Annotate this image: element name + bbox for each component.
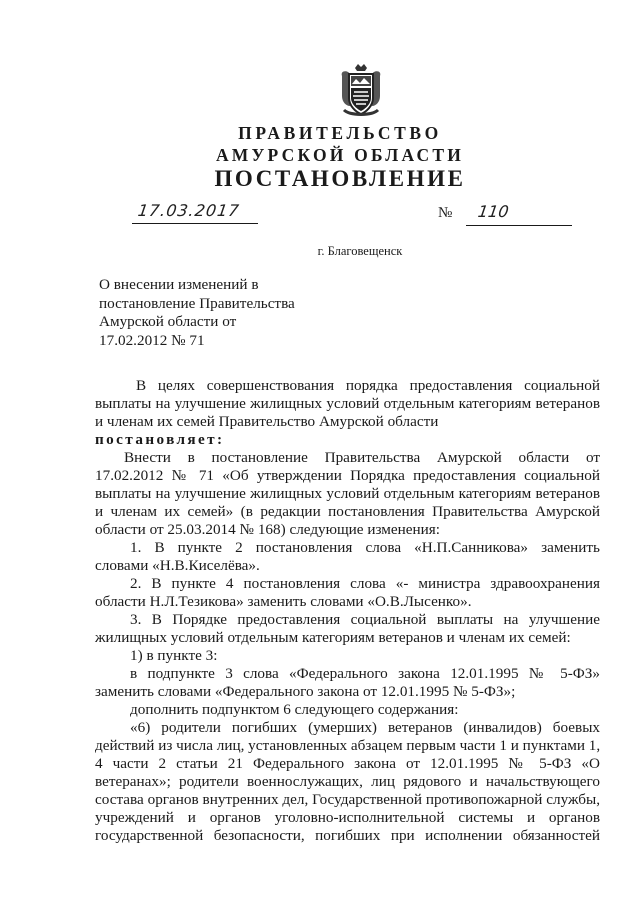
body-line: выплаты на улучшение жилищных условий отдельным категориям ветеранов xyxy=(95,485,600,502)
body-line: и членам их семей Правительство Амурской области xyxy=(95,413,439,430)
body-line: области от 25.03.2014 № 168) следующие изменения: xyxy=(95,521,440,538)
number-label: № xyxy=(438,205,453,221)
body-line: «6) родители погибших (умерших) ветеранов (инвалидов) боевых xyxy=(130,719,600,736)
body-line: 4 части 2 статьи 21 Федерального закона от 12.01.1995 № 5-ФЗ «О xyxy=(95,755,600,772)
subject-line: О внесении изменений в xyxy=(99,276,259,293)
subject-line: Амурской области от xyxy=(99,313,237,330)
coat-of-arms-icon xyxy=(338,62,384,118)
body-line: 1. В пункте 2 постановления слова «Н.П.Санникова» заменить xyxy=(130,539,600,556)
body-line: 3. В Порядке предоставления социальной выплаты на улучшение xyxy=(130,611,600,628)
body-line: в подпункте 3 слова «Федерального закона 12.01.1995 № 5-ФЗ» xyxy=(130,665,600,682)
body-line-resolves: постановляет: xyxy=(95,431,225,448)
city-name: г. Благовещенск xyxy=(317,244,403,258)
body-line: заменить словами «Федерального закона от 12.01.1995 № 5-ФЗ»; xyxy=(95,683,516,700)
body-line: 17.02.2012 № 71 «Об утверждении Порядка предоставления социальной xyxy=(95,467,600,484)
organization-name-line-2: АМУРСКОЙ ОБЛАСТИ xyxy=(215,145,465,165)
body-line: 2. В пункте 4 постановления слова «- министра здравоохранения xyxy=(130,575,600,592)
body-line: 1) в пункте 3: xyxy=(130,647,218,664)
body-line: и членам их семей» (в редакции постановления Правительства Амурской xyxy=(95,503,600,520)
document-subject xyxy=(99,276,295,350)
body-line: государственной безопасности, погибших при исполнении обязанностей xyxy=(95,827,600,844)
body-line: учреждений и органов уголовно-исполнительной системы и органов xyxy=(95,809,600,826)
number-underline xyxy=(466,225,572,226)
document-type-title: ПОСТАНОВЛЕНИЕ xyxy=(214,166,466,191)
body-line: словами «Н.В.Киселёва». xyxy=(95,557,260,574)
body-line: действий из числа лиц, установленных абзацем первым части 1 и пунктами 1, xyxy=(95,737,601,754)
organization-name-line-1: ПРАВИТЕЛЬСТВО xyxy=(238,123,442,143)
body-line: Внести в постановление Правительства Амурской области от xyxy=(124,449,600,466)
subject-line: 17.02.2012 № 71 xyxy=(99,331,205,349)
body-line: состава органов внутренних дел, Государственной противопожарной службы, xyxy=(95,791,600,808)
body-line: области Н.Л.Тезикова» заменить словами «О.В.Лысенко». xyxy=(95,593,472,610)
body-line: В целях совершенствования порядка предоставления социальной xyxy=(136,377,600,394)
body-line: ветеранах»; родители военнослужащих, лиц рядового и начальствующего xyxy=(95,773,600,790)
body-line: выплаты на улучшение жилищных условий отдельным категориям ветеранов xyxy=(95,395,600,412)
handwritten-date: 17.03.2017 xyxy=(136,201,241,220)
body-line: жилищных условий отдельным категориям ветеранов и членам их семей: xyxy=(95,629,571,646)
handwritten-number: 110 xyxy=(476,202,510,221)
subject-line: постановление Правительства xyxy=(99,294,295,312)
date-underline xyxy=(132,223,258,224)
body-line: дополнить подпунктом 6 следующего содержания: xyxy=(130,701,459,718)
